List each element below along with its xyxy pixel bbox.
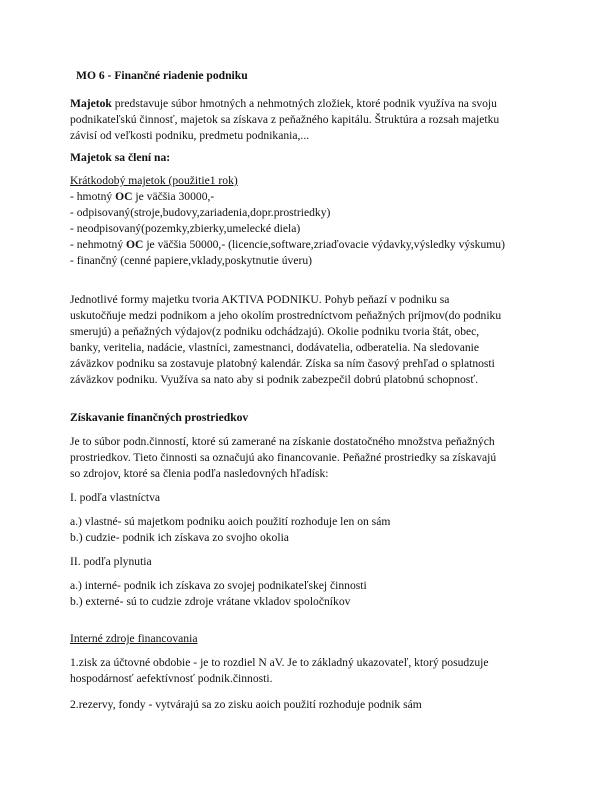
assets-paragraph-line: záväzkov podniku. Využíva sa nato aby si podnik zabezpečil dobrú platobnú schopnosť. (70, 373, 479, 386)
flow-item: b.) externé- sú to cudzie zdroje vrátane vkladov spoločníkov (70, 595, 351, 608)
item-text: - hmotný (70, 190, 116, 203)
short-term-item (70, 205, 330, 221)
short-term-heading: Krátkodobý majetok (použitie1 rok) (70, 174, 238, 187)
funding-heading: Získavanie finančných prostriedkov (70, 411, 249, 424)
funding-paragraph-line: prostriedkov. Tieto činnosti sa označujú ako financovanie. Peňažné prostriedky sa získavajú (70, 451, 497, 464)
short-term-item (70, 189, 214, 205)
ownership-heading: I. podľa vlastníctva (70, 491, 161, 504)
item-bold: OC (115, 190, 133, 203)
item-text-after: je väčšia 50000,- (licencie,software,zriaďovacie výdavky,výsledky výskumu) (143, 238, 505, 251)
short-term-item (70, 237, 505, 253)
intro-line-1 (70, 96, 497, 112)
short-term-item (70, 253, 312, 269)
funding-paragraph-line: Je to súbor podn.činností, ktoré sú zamerané na získanie dostatočného množstva peňažných (70, 435, 495, 448)
item-text-after: je väčšia 30000,- (132, 190, 215, 203)
item-text: - finančný (cenné papiere,vklady,poskytnutie úveru) (70, 254, 312, 267)
internal-point-2: 2.rezervy, fondy - vytvárajú sa zo zisku aoich použití rozhoduje podnik sám (70, 698, 422, 711)
item-text: - neodpisovaný(pozemky,zbierky,umelecké diela) (70, 222, 301, 235)
assets-paragraph-line: záväzkov podniku sa zostavuje platobný kalendár. Získa sa ním časový prehľad o splatnosti (70, 357, 495, 370)
document-title: MO 6 - Finančné riadenie podniku (76, 69, 248, 82)
intro-bold-term: Majetok (70, 97, 112, 110)
intro-line-2: podnikateľskú činnosť, majetok sa získava z peňažného kapitálu. Štruktúra a rozsah majetku (70, 113, 500, 126)
division-heading: Majetok sa člení na: (70, 151, 171, 164)
intro-line-1-rest: predstavuje súbor hmotných a nehmotných zložiek, ktoré podnik využíva na svoju (111, 97, 497, 110)
internal-sources-heading: Interné zdroje financovania (70, 632, 198, 645)
item-text: - odpisovaný(stroje,budovy,zariadenia,dopr.prostriedky) (70, 206, 331, 219)
short-term-item (70, 221, 300, 237)
assets-paragraph-line: uskutočňuje medzi podnikom a jeho okolím prostredníctvom peňažných príjmov(do podniku (70, 309, 502, 322)
internal-point-1-line: hospodárnosť aefektívnosť podnik.činnosti. (70, 672, 273, 685)
item-bold: OC (126, 238, 144, 251)
flow-heading: II. podľa plynutia (70, 555, 152, 568)
funding-paragraph-line: so zdrojov, ktoré sa členia podľa nasledovných hľadísk: (70, 467, 329, 480)
ownership-item: b.) cudzie- podnik ich získava zo svojho okolia (70, 531, 289, 544)
ownership-item: a.) vlastné- sú majetkom podniku aoich použití rozhoduje len on sám (70, 515, 391, 528)
flow-item: a.) interné- podnik ich získava zo svojej podnikateľskej činnosti (70, 579, 367, 592)
internal-point-1-line: 1.zisk za účtovné obdobie - je to rozdiel N aV. Je to základný ukazovateľ, ktorý posudzuje (70, 656, 489, 669)
assets-paragraph-line: banky, veritelia, nadácie, vlastníci, zamestnanci, dodávatelia, odberatelia. Na sledovanie (70, 341, 480, 354)
intro-line-3: závisí od veľkosti podniku, predmetu podnikania,... (70, 129, 310, 142)
assets-paragraph-line: smerujú) a peňažných výdajov(z podniku odchádzajú). Okolie podniku tvoria štát, obec, (70, 325, 480, 338)
item-text: - nehmotný (70, 238, 127, 251)
assets-paragraph-line: Jednotlivé formy majetku tvoria AKTIVA PODNIKU. Pohyb peňazí v podniku sa (70, 293, 450, 306)
